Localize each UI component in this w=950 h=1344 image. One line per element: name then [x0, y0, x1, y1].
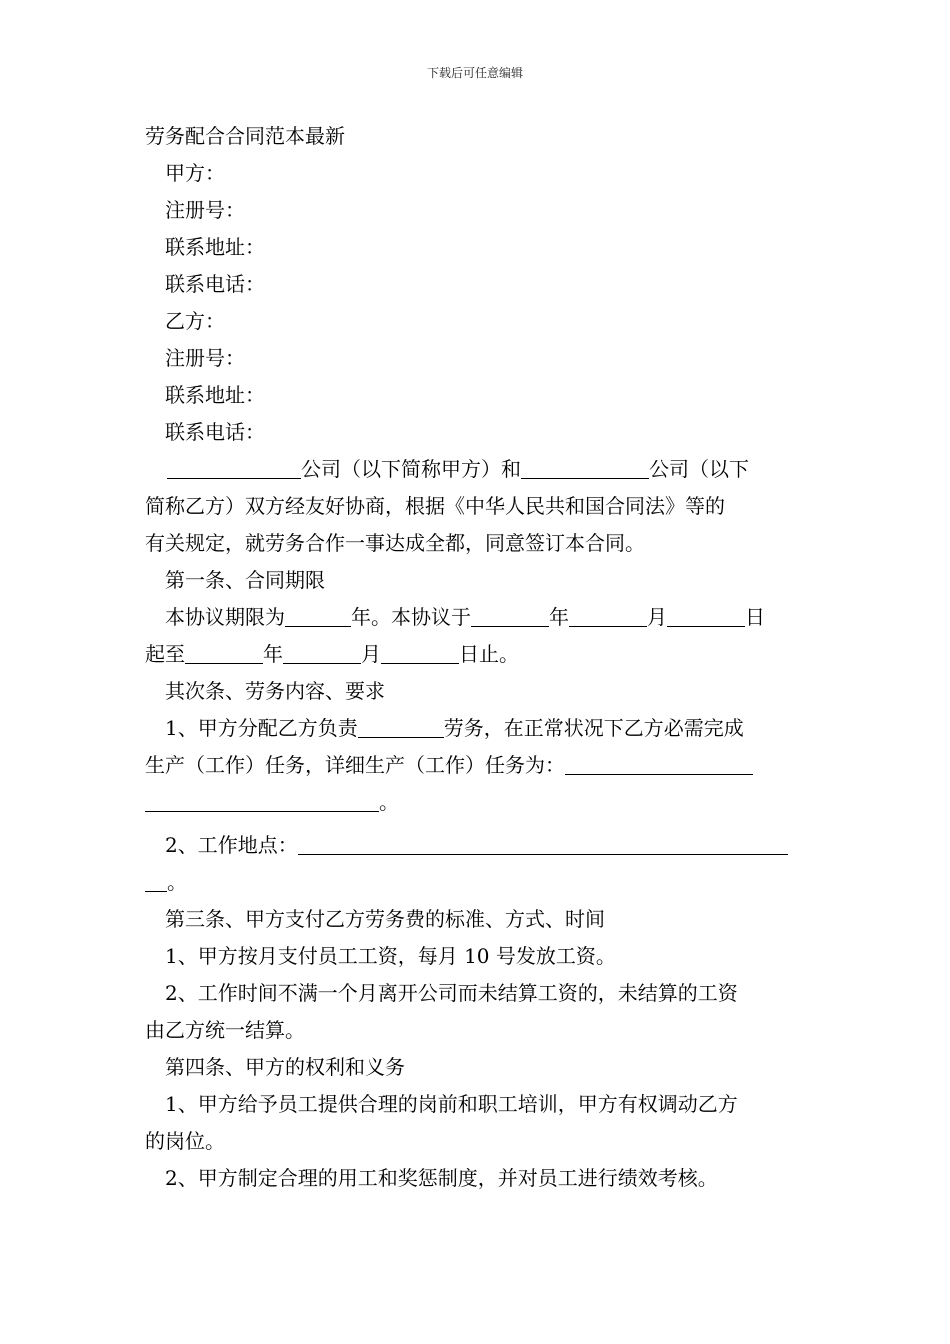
intro-line-2: 简称乙方）双方经友好协商，根据《中华人民共和国合同法》等的: [145, 494, 725, 518]
article3-p1: 1、甲方按月支付员工工资，每月 10 号发放工资。: [165, 944, 616, 968]
intro-text-1: 公司（以下简称甲方）和: [301, 457, 521, 481]
article2-line-2: [145, 747, 807, 784]
a1-text-i: 日止。: [459, 642, 519, 666]
article3-p2b: 由乙方统一结算。: [145, 1018, 305, 1042]
blank-labor[interactable]: [358, 717, 444, 738]
party-b-tel: 联系电话：: [165, 420, 265, 444]
article2-line-5: [145, 864, 807, 901]
article4-p1b: 的岗位。: [145, 1129, 225, 1153]
article4-heading: 第四条、甲方的权利和义务: [165, 1055, 405, 1079]
a1-text-b: 年。本协议于: [351, 605, 471, 629]
page-header: 下载后可任意编辑: [426, 66, 523, 80]
article3-heading: 第三条、甲方支付乙方劳务费的标准、方式、时间: [165, 907, 605, 931]
a1-text-f: 起至: [145, 642, 185, 666]
a2-text-2a: 2、工作地点：: [165, 833, 298, 857]
blank-location-2[interactable]: [145, 871, 167, 892]
document-body: [145, 118, 807, 1197]
blank-years[interactable]: [285, 606, 351, 627]
party-a-addr: 联系地址：: [165, 235, 265, 259]
article4-p2: 2、甲方制定合理的用工和奖惩制度，并对员工进行绩效考核。: [165, 1166, 718, 1190]
a2-text-1a: 1、甲方分配乙方负责: [165, 716, 358, 740]
a1-text-g: 年: [263, 642, 283, 666]
blank-end-day[interactable]: [381, 643, 459, 664]
party-a-tel: 联系电话：: [165, 272, 265, 296]
party-b-addr: 联系地址：: [165, 383, 265, 407]
blank-task-1[interactable]: [565, 754, 753, 775]
party-b-reg: 注册号：: [165, 346, 245, 370]
article2-heading: 其次条、劳务内容、要求: [165, 679, 385, 703]
article1-heading: 第一条、合同期限: [165, 568, 325, 592]
a2-text-1c: 生产（工作）任务，详细生产（工作）任务为：: [145, 753, 565, 777]
article4-p1a: 1、甲方给予员工提供合理的岗前和职工培训，甲方有权调动乙方: [165, 1092, 738, 1116]
a1-text-d: 月: [647, 605, 667, 629]
article2-line-3: [145, 784, 807, 821]
article1-line-2: [145, 636, 807, 673]
a2-text-1d: 。: [379, 790, 399, 814]
article1-line-1: [145, 599, 807, 636]
blank-task-2[interactable]: [145, 791, 379, 812]
a1-text-e: 日: [745, 605, 765, 629]
blank-end-month[interactable]: [283, 643, 361, 664]
article3-p2a: 2、工作时间不满一个月离开公司而未结算工资的，未结算的工资: [165, 981, 738, 1005]
a2-text-2b: 。: [167, 870, 187, 894]
blank-company-b[interactable]: [521, 458, 649, 479]
intro-text-2: 公司（以下: [649, 457, 749, 481]
a1-text-c: 年: [549, 605, 569, 629]
article2-line-1: [145, 710, 807, 747]
blank-start-day[interactable]: [667, 606, 745, 627]
a1-text-a: 本协议期限为: [165, 605, 285, 629]
party-a-reg: 注册号：: [165, 198, 245, 222]
intro-line-3: 有关规定，就劳务合作一事达成全都，同意签订本合同。: [145, 531, 645, 555]
article2-line-4: [145, 827, 807, 864]
document-title: 劳务配合合同范本最新: [145, 124, 345, 148]
blank-location-1[interactable]: [298, 834, 788, 855]
blank-start-month[interactable]: [569, 606, 647, 627]
intro-line-1: [145, 451, 807, 488]
blank-start-year[interactable]: [471, 606, 549, 627]
blank-end-year[interactable]: [185, 643, 263, 664]
a2-text-1b: 劳务，在正常状况下乙方必需完成: [443, 716, 744, 740]
a1-text-h: 月: [361, 642, 381, 666]
blank-company-a[interactable]: [167, 458, 301, 479]
party-b-label: 乙方：: [165, 309, 225, 333]
party-a-label: 甲方：: [165, 161, 225, 185]
